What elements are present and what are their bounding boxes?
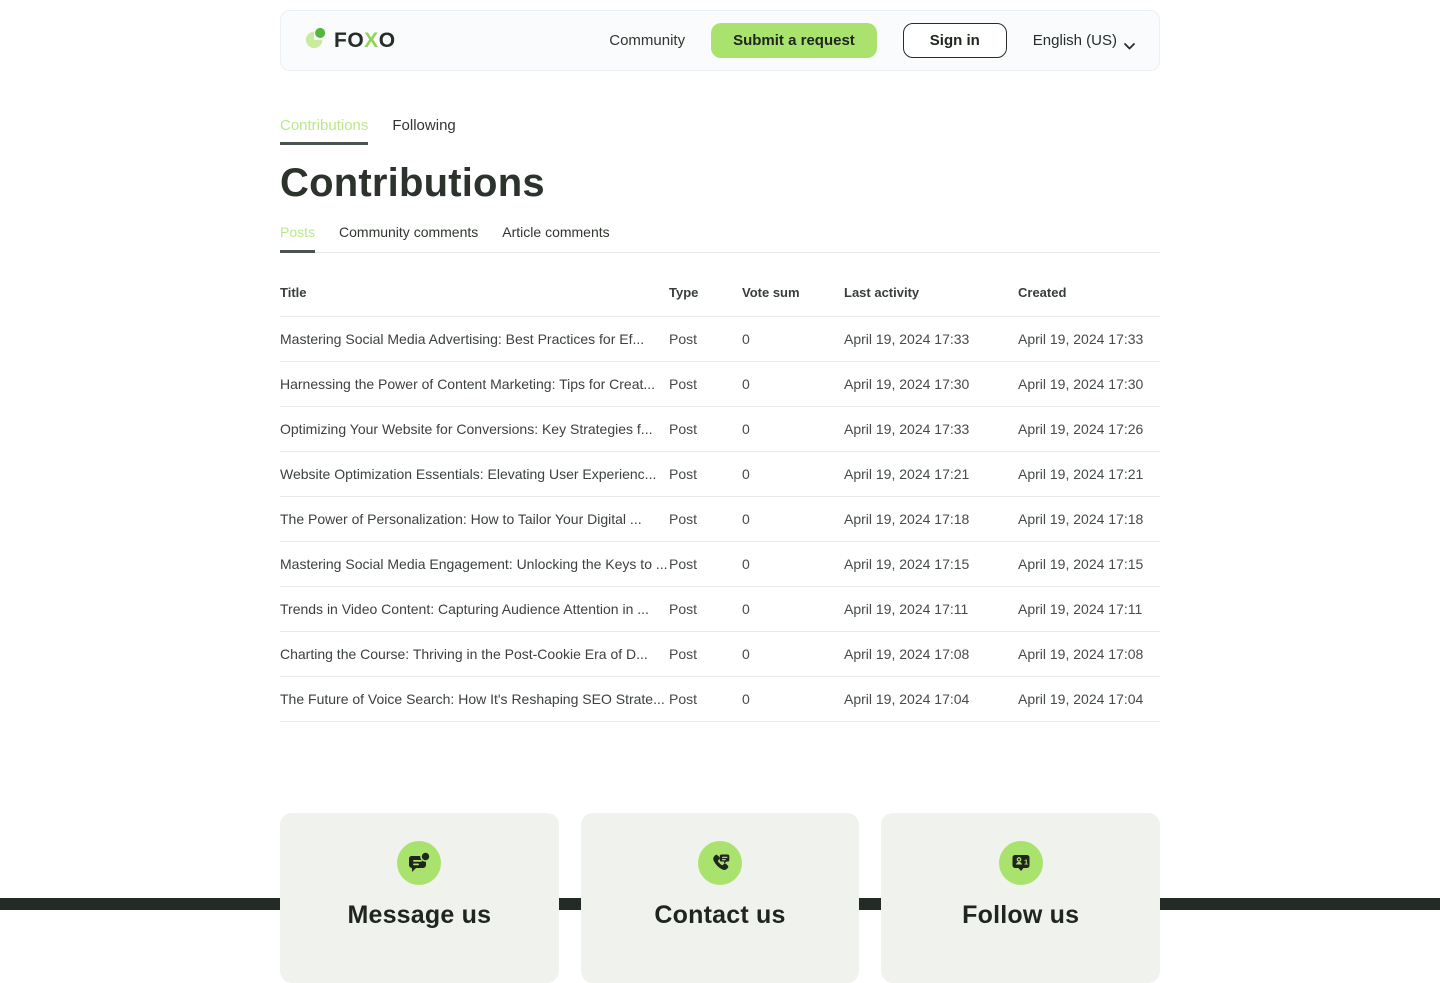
post-last-activity: April 19, 2024 17:15 bbox=[844, 542, 1018, 587]
post-vote-sum: 0 bbox=[742, 497, 844, 542]
post-last-activity: April 19, 2024 17:21 bbox=[844, 452, 1018, 497]
contribution-type-tabs bbox=[280, 224, 1160, 253]
post-type: Post bbox=[669, 632, 742, 677]
table-row bbox=[280, 317, 1160, 362]
column-header-type: Type bbox=[669, 253, 742, 317]
tab-contributions[interactable]: Contributions bbox=[280, 117, 368, 145]
nav-link-community[interactable]: Community bbox=[609, 32, 686, 49]
post-title-link[interactable]: Charting the Course: Thriving in the Post-Cookie Era of D... bbox=[280, 632, 669, 677]
post-created: April 19, 2024 17:18 bbox=[1018, 497, 1160, 542]
phone-chat-icon bbox=[698, 841, 742, 885]
post-created: April 19, 2024 17:08 bbox=[1018, 632, 1160, 677]
language-selector-label: English (US) bbox=[1032, 32, 1117, 49]
table-row bbox=[280, 677, 1160, 722]
post-last-activity: April 19, 2024 17:11 bbox=[844, 587, 1018, 632]
table-row bbox=[280, 542, 1160, 587]
brand-logo-text: FOXO bbox=[334, 28, 396, 52]
post-type: Post bbox=[669, 587, 742, 632]
post-type: Post bbox=[669, 452, 742, 497]
post-vote-sum: 0 bbox=[742, 362, 844, 407]
post-last-activity: April 19, 2024 17:33 bbox=[844, 317, 1018, 362]
chevron-down-icon bbox=[1124, 37, 1135, 44]
tab-community-comments[interactable]: Community comments bbox=[339, 224, 479, 240]
chat-badge-icon bbox=[397, 841, 441, 885]
post-type: Post bbox=[669, 542, 742, 587]
post-vote-sum: 0 bbox=[742, 407, 844, 452]
post-last-activity: April 19, 2024 17:08 bbox=[844, 632, 1018, 677]
post-type: Post bbox=[669, 497, 742, 542]
table-row bbox=[280, 497, 1160, 542]
post-last-activity: April 19, 2024 17:30 bbox=[844, 362, 1018, 407]
profile-tabs bbox=[280, 117, 1160, 145]
post-created: April 19, 2024 17:30 bbox=[1018, 362, 1160, 407]
post-title-link[interactable]: Harnessing the Power of Content Marketing: Tips for Creat... bbox=[280, 362, 669, 407]
post-vote-sum: 0 bbox=[742, 452, 844, 497]
help-center-page bbox=[0, 10, 1440, 929]
post-type: Post bbox=[669, 362, 742, 407]
header-bar bbox=[280, 10, 1160, 71]
post-title-link[interactable]: The Power of Personalization: How to Tailor Your Digital ... bbox=[280, 497, 669, 542]
post-title-link[interactable]: Optimizing Your Website for Conversions: Key Strategies f... bbox=[280, 407, 669, 452]
post-title-link[interactable]: Mastering Social Media Engagement: Unlocking the Keys to ... bbox=[280, 542, 669, 587]
table-row bbox=[280, 362, 1160, 407]
post-created: April 19, 2024 17:15 bbox=[1018, 542, 1160, 587]
post-created: April 19, 2024 17:33 bbox=[1018, 317, 1160, 362]
post-type: Post bbox=[669, 317, 742, 362]
table-row bbox=[280, 407, 1160, 452]
post-created: April 19, 2024 17:26 bbox=[1018, 407, 1160, 452]
post-vote-sum: 0 bbox=[742, 677, 844, 722]
column-header-title: Title bbox=[280, 253, 669, 317]
follow-badge-icon bbox=[999, 841, 1043, 885]
post-last-activity: April 19, 2024 17:04 bbox=[844, 677, 1018, 722]
message-us-label: Message us bbox=[347, 901, 492, 929]
language-selector[interactable] bbox=[1033, 32, 1135, 49]
posts-table bbox=[280, 253, 1160, 722]
post-vote-sum: 0 bbox=[742, 317, 844, 362]
column-header-last-activity: Last activity bbox=[844, 253, 1018, 317]
table-row bbox=[280, 632, 1160, 677]
post-type: Post bbox=[669, 677, 742, 722]
post-vote-sum: 0 bbox=[742, 632, 844, 677]
svg-text:1: 1 bbox=[1023, 857, 1028, 867]
post-title-link[interactable]: Mastering Social Media Advertising: Best Practices for Ef... bbox=[280, 317, 669, 362]
table-row bbox=[280, 452, 1160, 497]
column-header-created: Created bbox=[1018, 253, 1160, 317]
contact-us-card[interactable] bbox=[581, 813, 860, 983]
post-title-link[interactable]: The Future of Voice Search: How It's Reshaping SEO Strate... bbox=[280, 677, 669, 722]
tab-following[interactable]: Following bbox=[392, 117, 456, 134]
follow-us-label: Follow us bbox=[962, 901, 1080, 929]
post-created: April 19, 2024 17:04 bbox=[1018, 677, 1160, 722]
post-title-link[interactable]: Website Optimization Essentials: Elevating User Experienc... bbox=[280, 452, 669, 497]
follow-us-card[interactable] bbox=[881, 813, 1160, 983]
tab-posts[interactable]: Posts bbox=[280, 224, 315, 253]
post-type: Post bbox=[669, 407, 742, 452]
post-created: April 19, 2024 17:11 bbox=[1018, 587, 1160, 632]
column-header-vote-sum: Vote sum bbox=[742, 253, 844, 317]
posts-table-body bbox=[280, 317, 1160, 722]
contact-us-label: Contact us bbox=[654, 901, 786, 929]
submit-request-button[interactable]: Submit a request bbox=[711, 23, 877, 58]
brand-logo[interactable] bbox=[305, 27, 396, 54]
brand-logo-icon bbox=[305, 27, 327, 54]
table-row bbox=[280, 587, 1160, 632]
post-title-link[interactable]: Trends in Video Content: Capturing Audience Attention in ... bbox=[280, 587, 669, 632]
contact-cards-row bbox=[280, 813, 1160, 983]
post-last-activity: April 19, 2024 17:18 bbox=[844, 497, 1018, 542]
table-header-row bbox=[280, 253, 1160, 317]
post-vote-sum: 0 bbox=[742, 542, 844, 587]
message-us-card[interactable] bbox=[280, 813, 559, 983]
post-created: April 19, 2024 17:21 bbox=[1018, 452, 1160, 497]
header-actions bbox=[609, 23, 1135, 58]
tab-article-comments[interactable]: Article comments bbox=[502, 224, 610, 240]
page-title: Contributions bbox=[280, 161, 545, 205]
sign-in-button[interactable]: Sign in bbox=[903, 23, 1007, 58]
post-last-activity: April 19, 2024 17:33 bbox=[844, 407, 1018, 452]
post-vote-sum: 0 bbox=[742, 587, 844, 632]
